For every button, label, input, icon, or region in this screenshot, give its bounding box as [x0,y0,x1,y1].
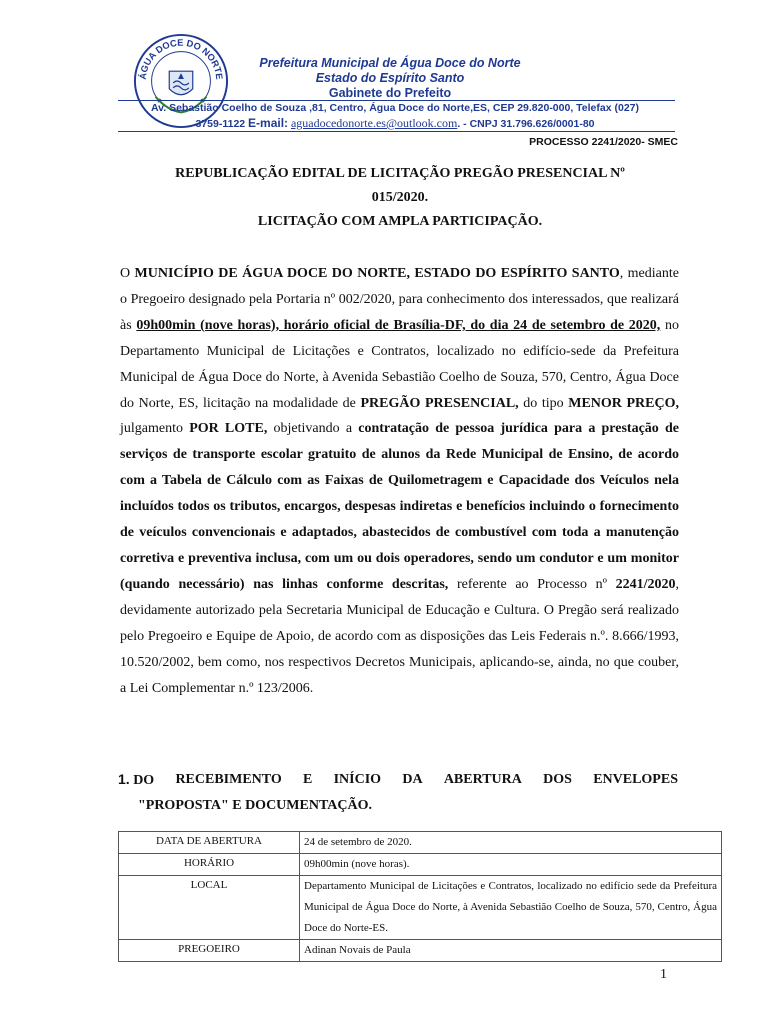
table-key: HORÁRIO [119,854,300,876]
document-title-number: 015/2020. [371,190,429,205]
page-number: 1 [660,967,667,982]
body-text-run: objetivando a [267,421,359,437]
table-row [119,854,722,876]
heading-word: ENVELOPES [593,772,678,787]
email-label: E-mail: [248,116,289,130]
body-text-run: referente ao Processo nº [448,576,616,592]
body-text-run: no Departamento Municipal de Licitações e Contratos, localizado no edifício-sede da Prefeitura Municipal de Água Doce do Norte, à Avenida Sebastião Coelho de Souza, 570, Centro, Água Doce do Norte, ES, licitação na modalidade de [120,317,679,411]
header-divider [118,100,675,101]
table-row [119,940,722,962]
bid-type: MENOR PREÇO, [568,395,679,411]
heading-word: INÍCIO [333,772,382,787]
heading-word: DA [402,772,423,787]
document-title: REPUBLICAÇÃO EDITAL DE LICITAÇÃO PREGÃO PRESENCIAL Nº [175,166,625,181]
header-estado: Estado do Espírito Santo [315,71,465,85]
header-divider-bottom [118,131,675,132]
header-prefeitura: Prefeitura Municipal de Água Doce do Norte [259,56,521,70]
heading-word: E [303,772,313,787]
table-key: PREGOEIRO [119,940,300,962]
process-number: 2241/2020 [615,576,676,592]
section-number: 1. [118,771,130,787]
judgement-type: POR LOTE, [189,421,268,437]
section-heading [118,767,678,818]
document-subtitle: LICITAÇÃO COM AMPLA PARTICIPAÇÃO. [257,214,543,229]
processo-number: PROCESSO 2241/2020- SMEC [529,136,678,148]
header-address: Av. Sebastião Coelho de Souza ,81, Centro, Água Doce do Norte,ES, CEP 29.820-000, Telefax (027) [150,102,639,114]
heading-word: ABERTURA [443,772,522,787]
body-text-run: , devidamente autorizado pela Secretaria Municipal de Educação e Cultura. O Pregão será realizado pelo Pregoeiro e Equipe de Apoio, de acordo com as disposições das Leis Federais n.º. 8.666/1993, 10.520/2002, bem como, nos respectivos Decretos Municipais, aplicando-se, ainda, no que couber, a Lei Complementar n.º 123/2006. [120,576,680,696]
section-heading-line2: "PROPOSTA" E DOCUMENTAÇÃO. [138,798,372,813]
body-text-run: julgamento [120,421,190,437]
heading-word: DO [133,773,155,788]
header-cnpj: - CNPJ 31.796.626/0001-80 [463,118,595,130]
heading-word: RECEBIMENTO [175,772,282,787]
body-text-run: do tipo [518,395,569,411]
svg-text:ÁGUA DOCE DO NORTE: ÁGUA DOCE DO NORTE [137,37,225,81]
body-text-run: , mediante o Pregoeiro designado pela Portaria nº 002/2020, para conhecimento dos interessados, que realizará às [120,266,679,333]
table-key: DATA DE ABERTURA [119,832,300,854]
header-phone: 3759-1122 [195,118,246,130]
opening-info-table [118,831,722,962]
municipality-name: MUNICÍPIO DE ÁGUA DOCE DO NORTE, ESTADO DO ESPÍRITO SANTO [134,266,620,281]
contract-object: contratação de pessoa jurídica para a prestação de serviços de transporte escolar gratuito de alunos da Rede Municipal de Ensino, de acordo com a Tabela de Cálculo com as Faixas de Quilometragem e Capacidade dos Veículos nela incluídos todos os tributos, encargos, despesas indiretas e benefícios incluindo o fornecimento de veículos convencionais e adaptados, abastecidos de combustível com toda a manutenção corretiva e preventiva inclusa, com um ou dois operadores, sendo um condutor e um monitor (quando necessário) nas linhas conforme descritas, [120,421,679,592]
table-row [119,876,722,940]
table-value: Adinan Novais de Paula [300,940,722,962]
header-contact: 3759-1122 E-mail: aguadocedonorte.es@outlook.com. - CNPJ 31.796.626/0001-80 [195,116,595,130]
email-link[interactable]: aguadocedonorte.es@outlook.com [290,116,458,130]
header-gabinete: Gabinete do Prefeito [328,86,452,100]
table-value: 24 de setembro de 2020. [300,832,722,854]
table-value: Departamento Municipal de Licitações e Contratos, localizado no edifício sede da Prefeitura Municipal de Água Doce do Norte, à Avenida Sebastião Coelho de Souza, 570, Centro, Água Doce do Norte-ES. [300,876,722,940]
session-datetime: 09h00min (nove horas), horário oficial de Brasília-DF, do dia 24 de setembro de 2020, [136,317,661,333]
modality: PREGÃO PRESENCIAL, [360,395,519,411]
body-paragraph [120,261,679,701]
body-text-run: O [120,266,135,281]
table-row [119,832,722,854]
table-value: 09h00min (nove horas). [300,854,722,876]
heading-word: DOS [543,772,572,787]
table-key: LOCAL [119,876,300,940]
